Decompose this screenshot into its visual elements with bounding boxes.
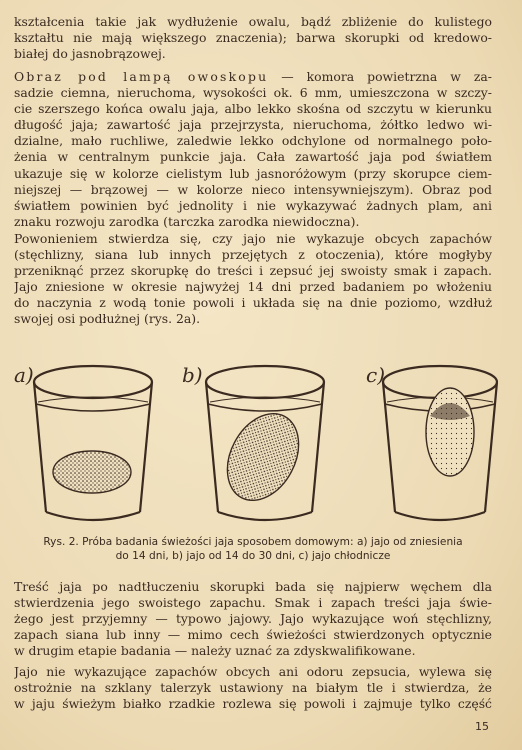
figure-label-c: c) [366, 363, 386, 387]
text-line: białej do jasnobrązowej. [14, 46, 166, 62]
text-line: Jajo nie wykazujące zapachów obcych ani odoru zepsucia, wylewa się [14, 664, 492, 679]
egg-upright [426, 388, 474, 476]
text-line: (stęchlizny, siana lub innych przejętych z otoczenia), które mogłyby [14, 247, 492, 263]
figure-label-b: b) [182, 363, 203, 387]
glass-a [14, 363, 152, 520]
text-line: kształtu nie mają większego znaczenia); barwa skorupki od kredowo- [14, 30, 492, 46]
text-line: stwierdzenia jego swoistego zapachu. Smak i zapach treści jaja świe- [14, 595, 492, 611]
text-line: w jaju świeżym białko rzadkie rozlewa się powoli i zajmuje tylko część [14, 696, 492, 712]
text-line: żego jest przyjemny — typowo jajowy. Jajo wykazujące woń stęchlizny, [14, 611, 492, 627]
text-line: sadzie ciemna, nieruchoma, wysokości ok. 6 mm, umieszczona w szczy- [14, 85, 492, 101]
text-line: Treść jaja po nadtłuczeniu skorupki bada się najpierw węchem dla [14, 579, 492, 594]
paragraph-5 [14, 664, 492, 712]
section-lead-spaced: Obraz pod lampą owoskopu [14, 69, 269, 84]
text-line: żenia w centralnym punkcie jaja. Cała zawartość jaja pod światłem [14, 149, 492, 165]
text-line: zapach siana lub inny — mimo cech świeżości stwierdzonych optycznie [14, 627, 492, 643]
caption-line: do 14 dni, b) jajo od 14 do 30 dni, c) jajo chłodnicze [115, 549, 391, 562]
paragraph-1 [14, 14, 492, 62]
figure-caption [14, 536, 492, 563]
text-line: cie szerszego końca owalu jaja, albo lekko skośna od szczytu w kierunku [14, 101, 492, 117]
text-line: dzialne, mało ruchliwe, zaledwie lekko odchylone od normalnego poło- [14, 133, 492, 149]
egg-freshness-figure [10, 352, 498, 532]
text-line: ostrożnie na szklany talerzyk ustawiony na białym tle i stwierdza, że [14, 680, 492, 696]
text-line: w drugim etapie badania — należy uznać za zdyskwalifikowane. [14, 643, 416, 659]
paragraph-4 [14, 579, 492, 659]
figure-label-a: a) [14, 363, 34, 387]
text-line: Jajo zniesione w okresie najwyżej 14 dni przed badaniem po włożeniu [14, 279, 492, 295]
text-line: długość jaja; zawartość jaja przejrzysta, nieruchoma, żółtko ledwo wi- [14, 117, 492, 133]
text-line: kształcenia takie jak wydłużenie owalu, bądź zbliżenie do kulistego [14, 14, 492, 29]
text-line: ukazuje się w kolorze cielistym lub jasnoróżowym (przy skorupce ciem- [14, 165, 492, 181]
paragraph-2 [14, 69, 492, 230]
page-number: 15 [475, 720, 489, 733]
egg-tilted [213, 401, 313, 512]
caption-line: Rys. 2. Próba badania świeżości jaja sposobem domowym: a) jajo od zniesienia [43, 536, 463, 548]
glass-b [182, 363, 324, 520]
text-line: Powonieniem stwierdza się, czy jajo nie wykazuje obcych zapachów [14, 231, 492, 246]
text-line: do naczynia z wodą tonie powoli i układa się na dnie poziomo, wzdłuż [14, 295, 492, 311]
text-line: przeniknąć przez skorupkę do treści i zepsuć jej swoisty smak i zapach. [14, 263, 492, 279]
egg-lying-flat [53, 451, 131, 493]
text-line [14, 69, 492, 85]
paragraph-3 [14, 231, 492, 328]
text-line: światłem powinien być jednolity i nie wykazywać żadnych plam, ani [14, 197, 492, 213]
text-run: — komora powietrzna w za- [268, 69, 492, 84]
glass-c [366, 363, 497, 520]
text-line: znaku rozwoju zarodka (tarczka zarodka niewidoczna). [14, 213, 360, 229]
text-line: niejszej — brązowej — w kolorze nieco intensywniejszym). Obraz pod [14, 181, 492, 197]
text-line: swojej osi podłużnej (rys. 2a). [14, 311, 201, 327]
